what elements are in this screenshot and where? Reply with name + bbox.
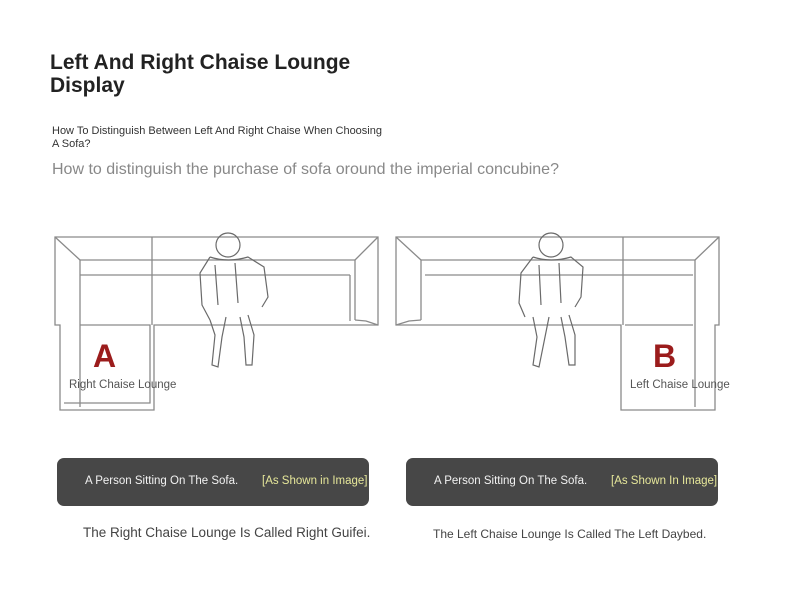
caption-text-b: A Person Sitting On The Sofa. [434,475,588,487]
person-sitting-icon [200,233,268,367]
sofa-label-a: Right Chaise Lounge [69,379,177,391]
page-question: How to distinguish the purchase of sofa oround the imperial concubine? [52,161,559,178]
bottom-caption-a: The Right Chaise Lounge Is Called Right Guifei. [83,525,371,540]
caption-bar-b [406,458,718,506]
caption-note-b: [As Shown In Image] [611,475,718,487]
bottom-caption-b: The Left Chaise Lounge Is Called The Left Daybed. [433,527,707,541]
person-sitting-icon [519,233,583,367]
page-title: Left And Right Chaise Lounge Display [50,51,351,97]
sofa-diagram-b [393,225,733,420]
sofa-diagram-a [50,225,385,420]
letter-a: A [93,338,117,374]
caption-note-a: [As Shown in Image] [262,475,368,487]
caption-bar-a [57,458,369,506]
page-subtitle: How To Distinguish Between Left And Right Chaise When Choosing A Sofa? [52,125,382,150]
letter-b: B [653,338,677,374]
sofa-label-b: Left Chaise Lounge [630,379,730,391]
caption-text-a: A Person Sitting On The Sofa. [85,475,239,487]
